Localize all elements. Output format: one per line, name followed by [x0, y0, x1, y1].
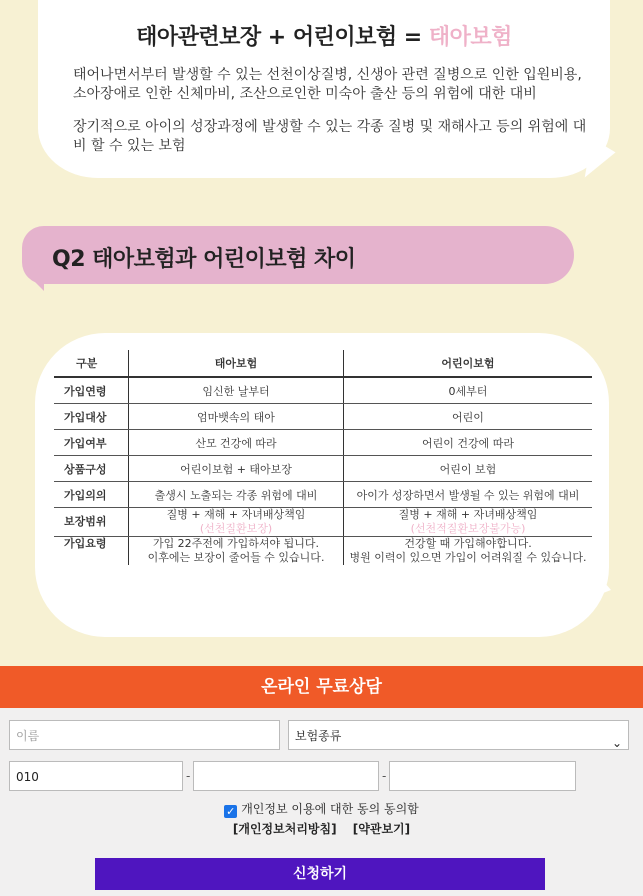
phone-prefix-input[interactable]: 010	[9, 761, 183, 791]
agree-checkbox[interactable]: ✓	[226, 805, 236, 818]
submit-button[interactable]: 신청하기	[95, 858, 545, 890]
table-row	[54, 377, 592, 404]
policy-links	[0, 820, 643, 837]
row-label: 가입연령	[54, 377, 129, 404]
child-value: 아이가 성장하면서 발생될 수 있는 위험에 대비	[344, 482, 593, 508]
insurance-type-select[interactable]	[288, 720, 629, 750]
comparison-bubble-tail	[585, 560, 611, 600]
fetal-value: 산모 건강에 따라	[129, 430, 344, 456]
row-label: 가입대상	[54, 404, 129, 430]
row-label: 상품구성	[54, 456, 129, 482]
row-label: 가입의의	[54, 482, 129, 508]
child-value-line2: (선천적질환보장불가능)	[410, 522, 526, 535]
table-row	[54, 404, 592, 430]
description-2: 장기적으로 아이의 성장과정에 발생할 수 있는 각종 질병 및 재해사고 등의 위험에 대비 할 수 있는 보험	[73, 119, 587, 154]
name-input[interactable]: 이름	[9, 720, 280, 750]
row-label: 가입여부	[54, 430, 129, 456]
table-row	[54, 430, 592, 456]
table-row	[54, 508, 592, 537]
chevron-down-icon: ⌄	[611, 736, 622, 750]
row-label: 가입요령	[64, 537, 107, 550]
description-1: 태어나면서부터 발생할 수 있는 선천이상질병, 신생아 관련 질병으로 인한 입원비용, 소아장애로 인한 신체마비, 조산으로인한 미숙아 출산 등의 위험에 대한 대비	[73, 67, 582, 102]
child-value: 0세부터	[344, 377, 593, 404]
child-value	[344, 508, 593, 537]
fetal-value: 출생시 노출되는 각종 위험에 대비	[129, 482, 344, 508]
insurance-type-value: 보험종류	[295, 729, 342, 743]
header-child: 어린이보험	[344, 350, 593, 377]
consult-form	[0, 708, 643, 896]
comparison-table	[54, 350, 592, 565]
terms-link[interactable]: [약관보기]	[352, 822, 411, 836]
fetal-value: 엄마뱃속의 태아	[129, 404, 344, 430]
child-value: 어린이 건강에 따라	[344, 430, 593, 456]
header-fetal: 태아보험	[129, 350, 344, 377]
fetal-value: 임신한 날부터	[129, 377, 344, 404]
fetal-value-line2: (선천질환보장)	[199, 522, 273, 535]
child-value: 어린이	[344, 404, 593, 430]
phone-middle-input[interactable]	[193, 761, 379, 791]
fetal-value-line1: 질병 + 재해 + 자녀배상책임	[166, 508, 306, 521]
headline-main: 태아관련보장 + 어린이보험 =	[136, 25, 429, 50]
agree-row	[0, 800, 643, 818]
fetal-value: 어린이보험 + 태아보장	[129, 456, 344, 482]
headline	[38, 20, 610, 51]
question-title: Q2 태아보험과 어린이보험 차이	[52, 247, 356, 272]
fetal-value-line1: 가입 22주전에 가입하셔야 됩니다.	[152, 537, 320, 550]
child-value: 어린이 보험	[344, 456, 593, 482]
table-header-row	[54, 350, 592, 377]
headline-highlight: 태아보험	[428, 25, 512, 50]
consult-title-bar: 온라인 무료상담	[0, 666, 643, 708]
privacy-policy-link[interactable]: [개인정보처리방침]	[232, 822, 337, 836]
fetal-value	[129, 537, 344, 566]
child-value-line1: 질병 + 재해 + 자녀배상책임	[398, 508, 538, 521]
child-value	[344, 537, 593, 566]
row-label: 보장범위	[54, 508, 129, 537]
question-banner-tail	[24, 265, 44, 291]
phone-dash-1: -	[186, 769, 191, 783]
table-row	[54, 537, 592, 566]
phone-last-input[interactable]	[389, 761, 576, 791]
child-value-line1: 건강할 때 가입해야합니다.	[404, 537, 532, 550]
child-value-line2: 병원 이력이 있으면 가입이 어려워질 수 있습니다.	[349, 551, 587, 564]
header-category: 구분	[54, 350, 129, 377]
table-row	[54, 456, 592, 482]
agree-label: 개인정보 이용에 대한 동의 동의함	[241, 802, 419, 816]
table-row	[54, 482, 592, 508]
phone-dash-2: -	[382, 769, 387, 783]
fetal-value	[129, 508, 344, 537]
fetal-value-line2: 이후에는 보장이 줄어들 수 있습니다.	[147, 551, 325, 564]
